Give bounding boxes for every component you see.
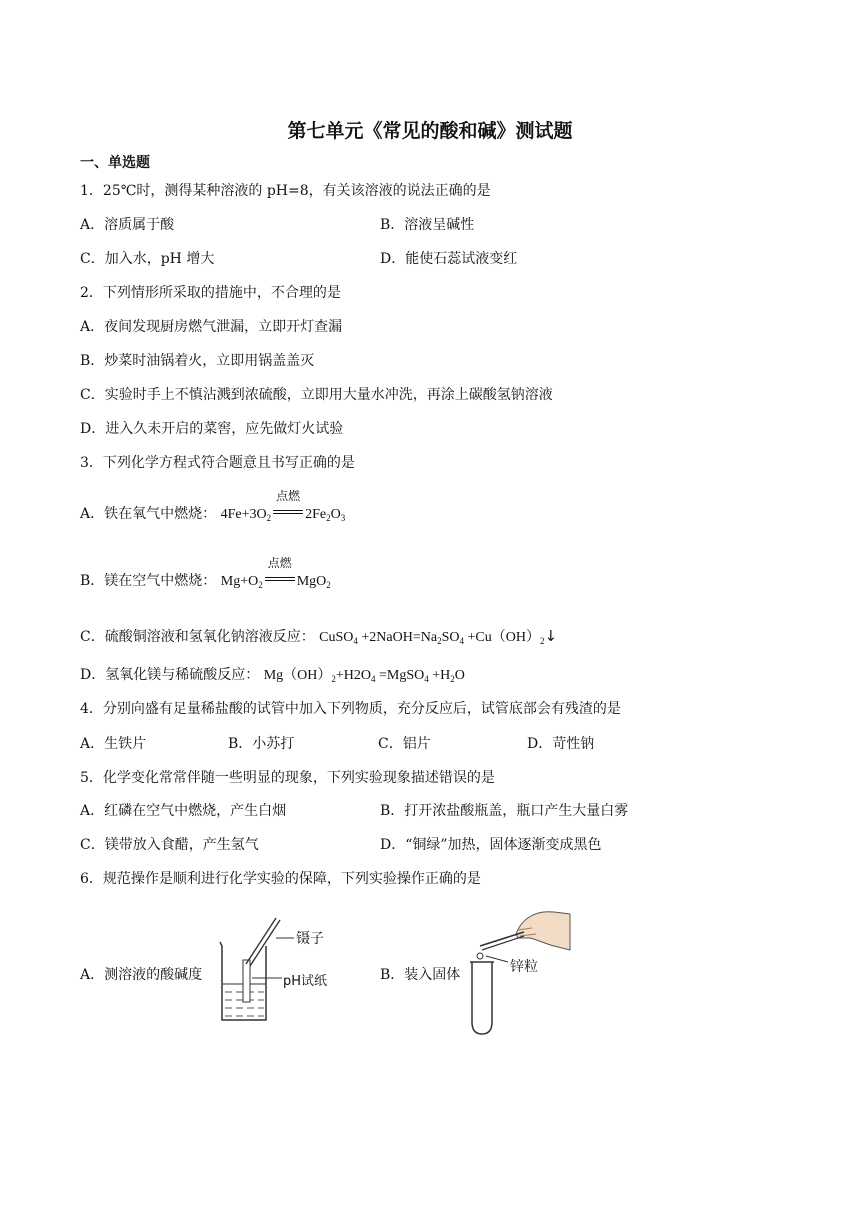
option-d-label: D．氢氧化镁与稀硫酸反应： [80,667,260,683]
question-3-option-a [80,489,346,523]
question-6-option-b: B．装入固体 [380,967,461,983]
question-6-option-a: A．测溶液的酸碱度 [80,967,203,983]
question-3-option-b [80,556,331,590]
equation-b: $Mg+O_2$ 点燃 MgO$_2$ [220,556,331,590]
question-4-option-d: D．苛性钠 [527,736,595,752]
equation-a: $4Fe+3O_2$ 点燃 $2Fe_2O_3$ [220,489,346,523]
question-1-option-a: A．溶质属于酸 [80,217,175,233]
question-5-option-d: D．“铜绿”加热，固体逐渐变成黑色 [380,837,602,853]
equation-c: CuSO$_4$ $+2NaOH=Na_2SO_4$ $+Cu(OH)_2↓$ [319,627,558,646]
question-5-option-a: A．红磷在空气中燃烧，产生白烟 [80,803,287,819]
reaction-condition: 点燃 [271,504,305,518]
question-1-stem: 1．25℃时，测得某种溶液的 pH=8，有关该溶液的说法正确的是 [80,183,491,199]
question-5-option-c: C．镁带放入食醋，产生氢气 [80,837,259,853]
question-2-option-b: B．炒菜时油锅着火，立即用锅盖盖灭 [80,353,315,369]
question-5-option-b: B．打开浓盐酸瓶盖，瓶口产生大量白雾 [380,803,629,819]
option-a-label: A．铁在氧气中燃烧： [80,506,217,522]
ph-paper-label: pH试纸 [283,974,328,989]
precipitate-arrow-icon: ↓ [544,627,558,645]
question-1-option-b: B．溶液呈碱性 [380,217,475,233]
reaction-condition: 点燃 [263,571,297,585]
question-4-option-a: A．生铁片 [80,736,147,752]
zinc-label: 锌粒 [510,959,538,975]
option-b-label: B．镁在空气中燃烧： [80,573,217,589]
question-1-option-c: C．加入水，pH 增大 [80,251,215,267]
question-4-option-b: B．小苏打 [228,736,295,752]
question-2-option-d: D．进入久未开启的菜窖，应先做灯火试验 [80,421,344,437]
question-6-stem: 6．规范操作是顺利进行化学实验的保障，下列实验操作正确的是 [80,871,481,887]
question-2-option-a: A．夜间发现厨房燃气泄漏，立即开灯查漏 [80,319,343,335]
question-5-stem: 5．化学变化常常伴随一些明显的现象，下列实验现象描述错误的是 [80,770,495,786]
section-heading: 一、单选题 [80,155,150,171]
option-c-label: C．硫酸铜溶液和氢氧化钠溶液反应： [80,629,315,645]
question-2-stem: 2．下列情形所采取的措施中，不合理的是 [80,285,341,301]
tweezers-label: 镊子 [296,931,324,947]
question-1-option-d: D．能使石蕊试液变红 [380,251,518,267]
question-2-option-c: C．实验时手上不慎沾溅到浓硫酸，立即用大量水冲洗，再涂上碳酸氢钠溶液 [80,387,553,403]
question-4-option-c: C．铝片 [378,736,431,752]
question-3-option-d [80,664,465,684]
question-4-stem: 4．分别向盛有足量稀盐酸的试管中加入下列物质，充分反应后，试管底部会有残渣的是 [80,701,621,717]
page-title: 第七单元《常见的酸和碱》测试题 [287,120,573,142]
question-3-stem: 3．下列化学方程式符合题意且书写正确的是 [80,455,355,471]
equation-d: $Mg(OH)_2+H2O_4$ =MgSO$_4$ $+H_2O$ [263,668,465,684]
question-3-option-c [80,626,557,646]
